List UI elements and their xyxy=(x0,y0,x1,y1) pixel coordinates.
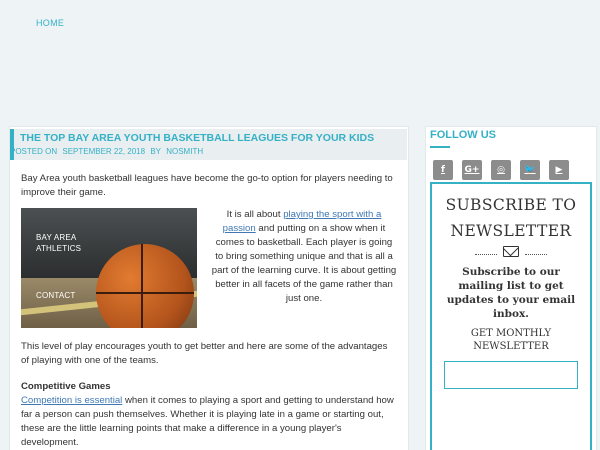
by-label: BY xyxy=(150,147,161,156)
competition-text: when it comes to playing a sport and getting to understand how far a person can push themselves. Whether it is playing late in a game or starting out, these are the little learning points that make a difference in a young player's development. xyxy=(21,395,394,448)
image-text-before: It is all about xyxy=(226,209,284,220)
newsletter-box xyxy=(430,182,592,450)
google-plus-icon[interactable]: G+ xyxy=(462,160,482,180)
posted-on-label: POSTED ON xyxy=(10,147,58,156)
intro-paragraph: Bay Area youth basketball leagues have become the go-to option for players needing to improve their game. xyxy=(21,173,393,198)
envelope-icon xyxy=(503,246,519,257)
image-text-after: and putting on a show when it comes to basketball. Each player is going to bring something unique and that is all a part of the learning curve. It is about getting better in all facets of the game rather than just one. xyxy=(211,223,397,304)
newsletter-heading: SUBSCRIBE TO NEWSLETTER xyxy=(445,196,577,240)
instagram-icon[interactable]: ◎ xyxy=(491,160,511,180)
post-content xyxy=(10,160,408,450)
post-title[interactable]: THE TOP BAY AREA YOUTH BASKETBALL LEAGUES FOR YOUR KIDS xyxy=(20,132,375,144)
overlay-side-nav xyxy=(36,232,106,301)
competition-link[interactable]: Competition is essential xyxy=(21,395,123,406)
competitive-games-heading: Competitive Games xyxy=(21,381,111,392)
post-date[interactable]: SEPTEMBER 22, 2018 xyxy=(62,147,146,156)
follow-us-underline xyxy=(430,146,450,148)
ball-seam-vertical xyxy=(141,244,143,328)
post-author[interactable]: NOSMITH xyxy=(166,147,204,156)
competition-paragraph xyxy=(21,394,397,450)
youtube-icon[interactable]: ▶ xyxy=(549,160,569,180)
follow-us-title: FOLLOW US xyxy=(430,129,496,141)
social-links xyxy=(433,160,596,180)
newsletter-monthly-label: GET MONTHLY NEWSLETTER xyxy=(470,328,552,352)
facebook-icon[interactable]: f xyxy=(433,160,453,180)
header-bar xyxy=(0,0,600,118)
sidebar xyxy=(425,126,597,450)
nav-home-link[interactable]: HOME xyxy=(36,18,65,28)
nav-contact[interactable]: CONTACT xyxy=(36,291,76,300)
image-side-paragraph xyxy=(211,208,397,328)
twitter-icon[interactable]: 🐦 xyxy=(520,160,540,180)
nav-bay-area-athletics[interactable]: BAY AREA ATHLETICS xyxy=(36,233,82,253)
newsletter-divider xyxy=(438,246,584,257)
newsletter-description: Subscribe to our mailing list to get updates to your email inbox. xyxy=(446,266,576,320)
newsletter-email-input[interactable] xyxy=(444,361,578,389)
post-header xyxy=(10,129,407,160)
passion-link[interactable]: playing the sport with a passion xyxy=(222,209,382,234)
ball-seam-horizontal xyxy=(96,292,194,294)
post-meta xyxy=(10,147,391,156)
advantages-paragraph: This level of play encourages youth to get better and here are some of the advantages of playing with one of the teams. xyxy=(21,341,388,366)
divider-dots-left xyxy=(475,249,497,255)
divider-dots-right xyxy=(525,249,547,255)
